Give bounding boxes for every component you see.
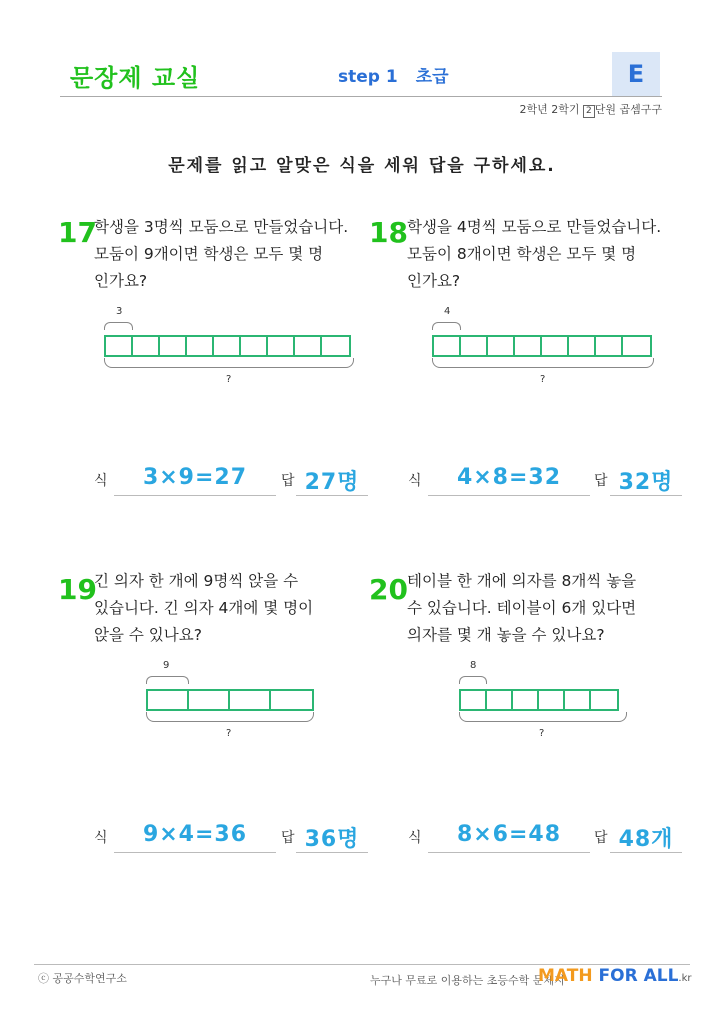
expression-answer: 4×8=32 [456,465,562,490]
tape-cell [133,337,160,355]
unit-label: 3 [116,306,123,317]
worksheet-title: 문장제 교실 [60,50,220,96]
problem-text: 테이블 한 개에 의자를 8개씩 놓을 수 있습니다. 테이블이 6개 있다면 의자를 몇 개 놓을 수 있나요? [407,572,637,644]
tape-cell [569,337,596,355]
unit-number-box: 2 [583,105,595,118]
tape-bar [459,689,619,711]
copyright: ⓒ 공공수학연구소 [38,972,127,985]
dap-label: 답 [594,473,608,489]
problem-number: 20 [369,573,408,606]
tape-cell [295,337,322,355]
dap-label: 답 [281,830,295,846]
grade-letter-badge: E [612,52,660,96]
unit-brace [432,322,461,330]
footer-note: 누구나 무료로 이용하는 초등수학 문제지 [370,974,565,987]
instruction: 문제를 읽고 알맞은 식을 세워 답을 구하세요. [168,156,556,176]
final-answer: 48개 [618,827,674,852]
total-brace [459,712,627,722]
final-answer: 32명 [618,470,674,495]
tape-bar [104,335,351,357]
tape-cell [591,691,617,709]
total-brace [146,712,314,722]
problem-text: 학생을 3명씩 모둠으로 만들었습니다. 모둠이 9개이면 학생은 모두 몇 명 인가요? [94,218,349,290]
unit-brace [459,676,487,684]
expression-line [114,852,276,853]
answer-line [610,852,682,853]
unit-label: 9 [163,660,170,671]
answer-line [296,495,368,496]
brand-logo: MATH FOR ALL.kr [538,966,692,986]
total-label: ? [539,728,545,739]
problem-text: 긴 의자 한 개에 9명씩 앉을 수 있습니다. 긴 의자 4개에 몇 명이 앉을 수 있나요? [94,572,314,644]
sik-label: 식 [408,830,422,846]
problem-text: 학생을 4명씩 모둠으로 만들었습니다. 모둠이 8개이면 학생은 모두 몇 명 인가요? [407,218,662,290]
total-brace [104,358,354,368]
tape-cell [148,691,189,709]
tape-cell [271,691,312,709]
expression-line [428,852,590,853]
problem-number: 19 [58,573,97,606]
tape-cell [623,337,650,355]
tape-cell [565,691,591,709]
expression-line [428,495,590,496]
final-answer: 36명 [304,827,360,852]
tape-cell [241,337,268,355]
tape-cell [187,337,214,355]
tape-cell [513,691,539,709]
tape-cell [268,337,295,355]
unit-brace [146,676,189,684]
problem-number: 17 [58,216,97,249]
dap-label: 답 [594,830,608,846]
total-label: ? [226,728,232,739]
tape-cell [488,337,515,355]
sik-label: 식 [94,830,108,846]
step-level [338,62,449,87]
unit-label: 8 [470,660,477,671]
tape-cell [322,337,349,355]
tape-bar [146,689,314,711]
level-label: 초급 [415,67,449,87]
unit-brace [104,322,133,330]
tape-cell [434,337,461,355]
tape-cell [160,337,187,355]
tape-cell [461,691,487,709]
total-label: ? [540,374,546,385]
header-divider [60,96,662,97]
expression-answer: 8×6=48 [456,822,562,847]
sik-label: 식 [94,473,108,489]
tape-cell [189,691,230,709]
footer-divider [34,964,690,965]
answer-line [610,495,682,496]
tape-cell [539,691,565,709]
problem-number: 18 [369,216,408,249]
dap-label: 답 [281,473,295,489]
unit-info: 2학년 2학기 2 단원 곱셈구구 [519,103,662,116]
expression-line [114,495,276,496]
step-label: step 1 [338,67,398,87]
sik-label: 식 [408,473,422,489]
tape-cell [542,337,569,355]
tape-cell [214,337,241,355]
expression-answer: 3×9=27 [142,465,248,490]
total-label: ? [226,374,232,385]
expression-answer: 9×4=36 [142,822,248,847]
answer-line [296,852,368,853]
tape-bar [432,335,652,357]
tape-cell [461,337,488,355]
tape-cell [230,691,271,709]
tape-cell [487,691,513,709]
tape-cell [106,337,133,355]
final-answer: 27명 [304,470,360,495]
tape-cell [515,337,542,355]
unit-label: 4 [444,306,451,317]
tape-cell [596,337,623,355]
total-brace [432,358,654,368]
